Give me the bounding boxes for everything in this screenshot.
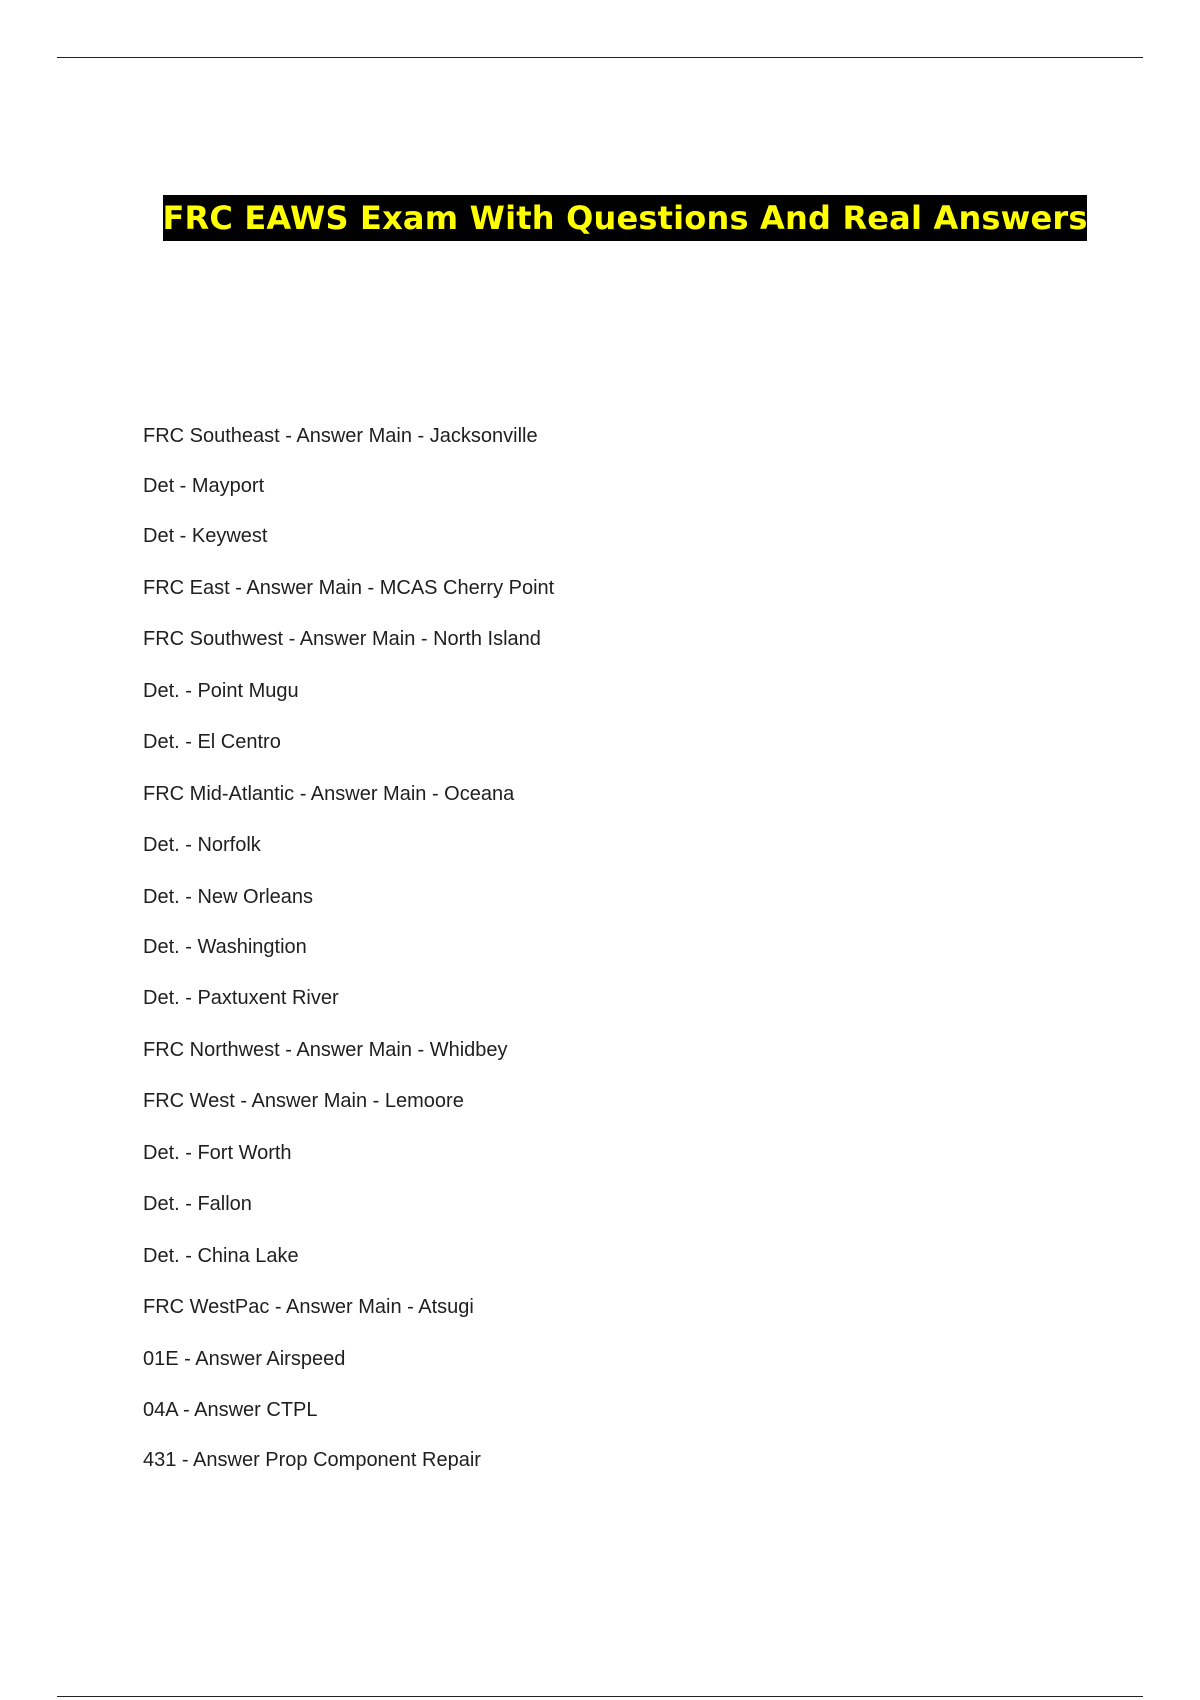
list-item: Det - Mayport	[143, 475, 265, 497]
list-item: 431 - Answer Prop Component Repair	[143, 1449, 481, 1471]
list-item: 04A - Answer CTPL	[143, 1399, 318, 1421]
list-item: Det. - China Lake	[143, 1245, 299, 1267]
answer-list	[143, 0, 1043, 1700]
list-item: Det. - Washingtion	[143, 936, 307, 958]
list-item: FRC Mid-Atlantic - Answer Main - Oceana	[143, 783, 515, 805]
list-item: Det. - Fallon	[143, 1193, 252, 1215]
document-title: FRC EAWS Exam With Questions And Real Answers	[162, 199, 1088, 237]
list-item: FRC Southeast - Answer Main - Jacksonville	[143, 425, 538, 447]
list-item: FRC Southwest - Answer Main - North Island	[143, 628, 541, 650]
list-item: FRC WestPac - Answer Main - Atsugi	[143, 1296, 474, 1318]
list-item: FRC East - Answer Main - MCAS Cherry Point	[143, 577, 555, 599]
list-item: Det. - Point Mugu	[143, 680, 299, 702]
list-item: 01E - Answer Airspeed	[143, 1348, 346, 1370]
footer-rule	[57, 1696, 1143, 1697]
list-item: FRC West - Answer Main - Lemoore	[143, 1090, 464, 1112]
list-item: FRC Northwest - Answer Main - Whidbey	[143, 1039, 508, 1061]
list-item: Det. - El Centro	[143, 731, 281, 753]
list-item: Det. - Paxtuxent River	[143, 987, 339, 1009]
list-item: Det. - New Orleans	[143, 886, 314, 908]
list-item: Det - Keywest	[143, 525, 268, 547]
list-item: Det. - Fort Worth	[143, 1142, 292, 1164]
list-item: Det. - Norfolk	[143, 834, 261, 856]
